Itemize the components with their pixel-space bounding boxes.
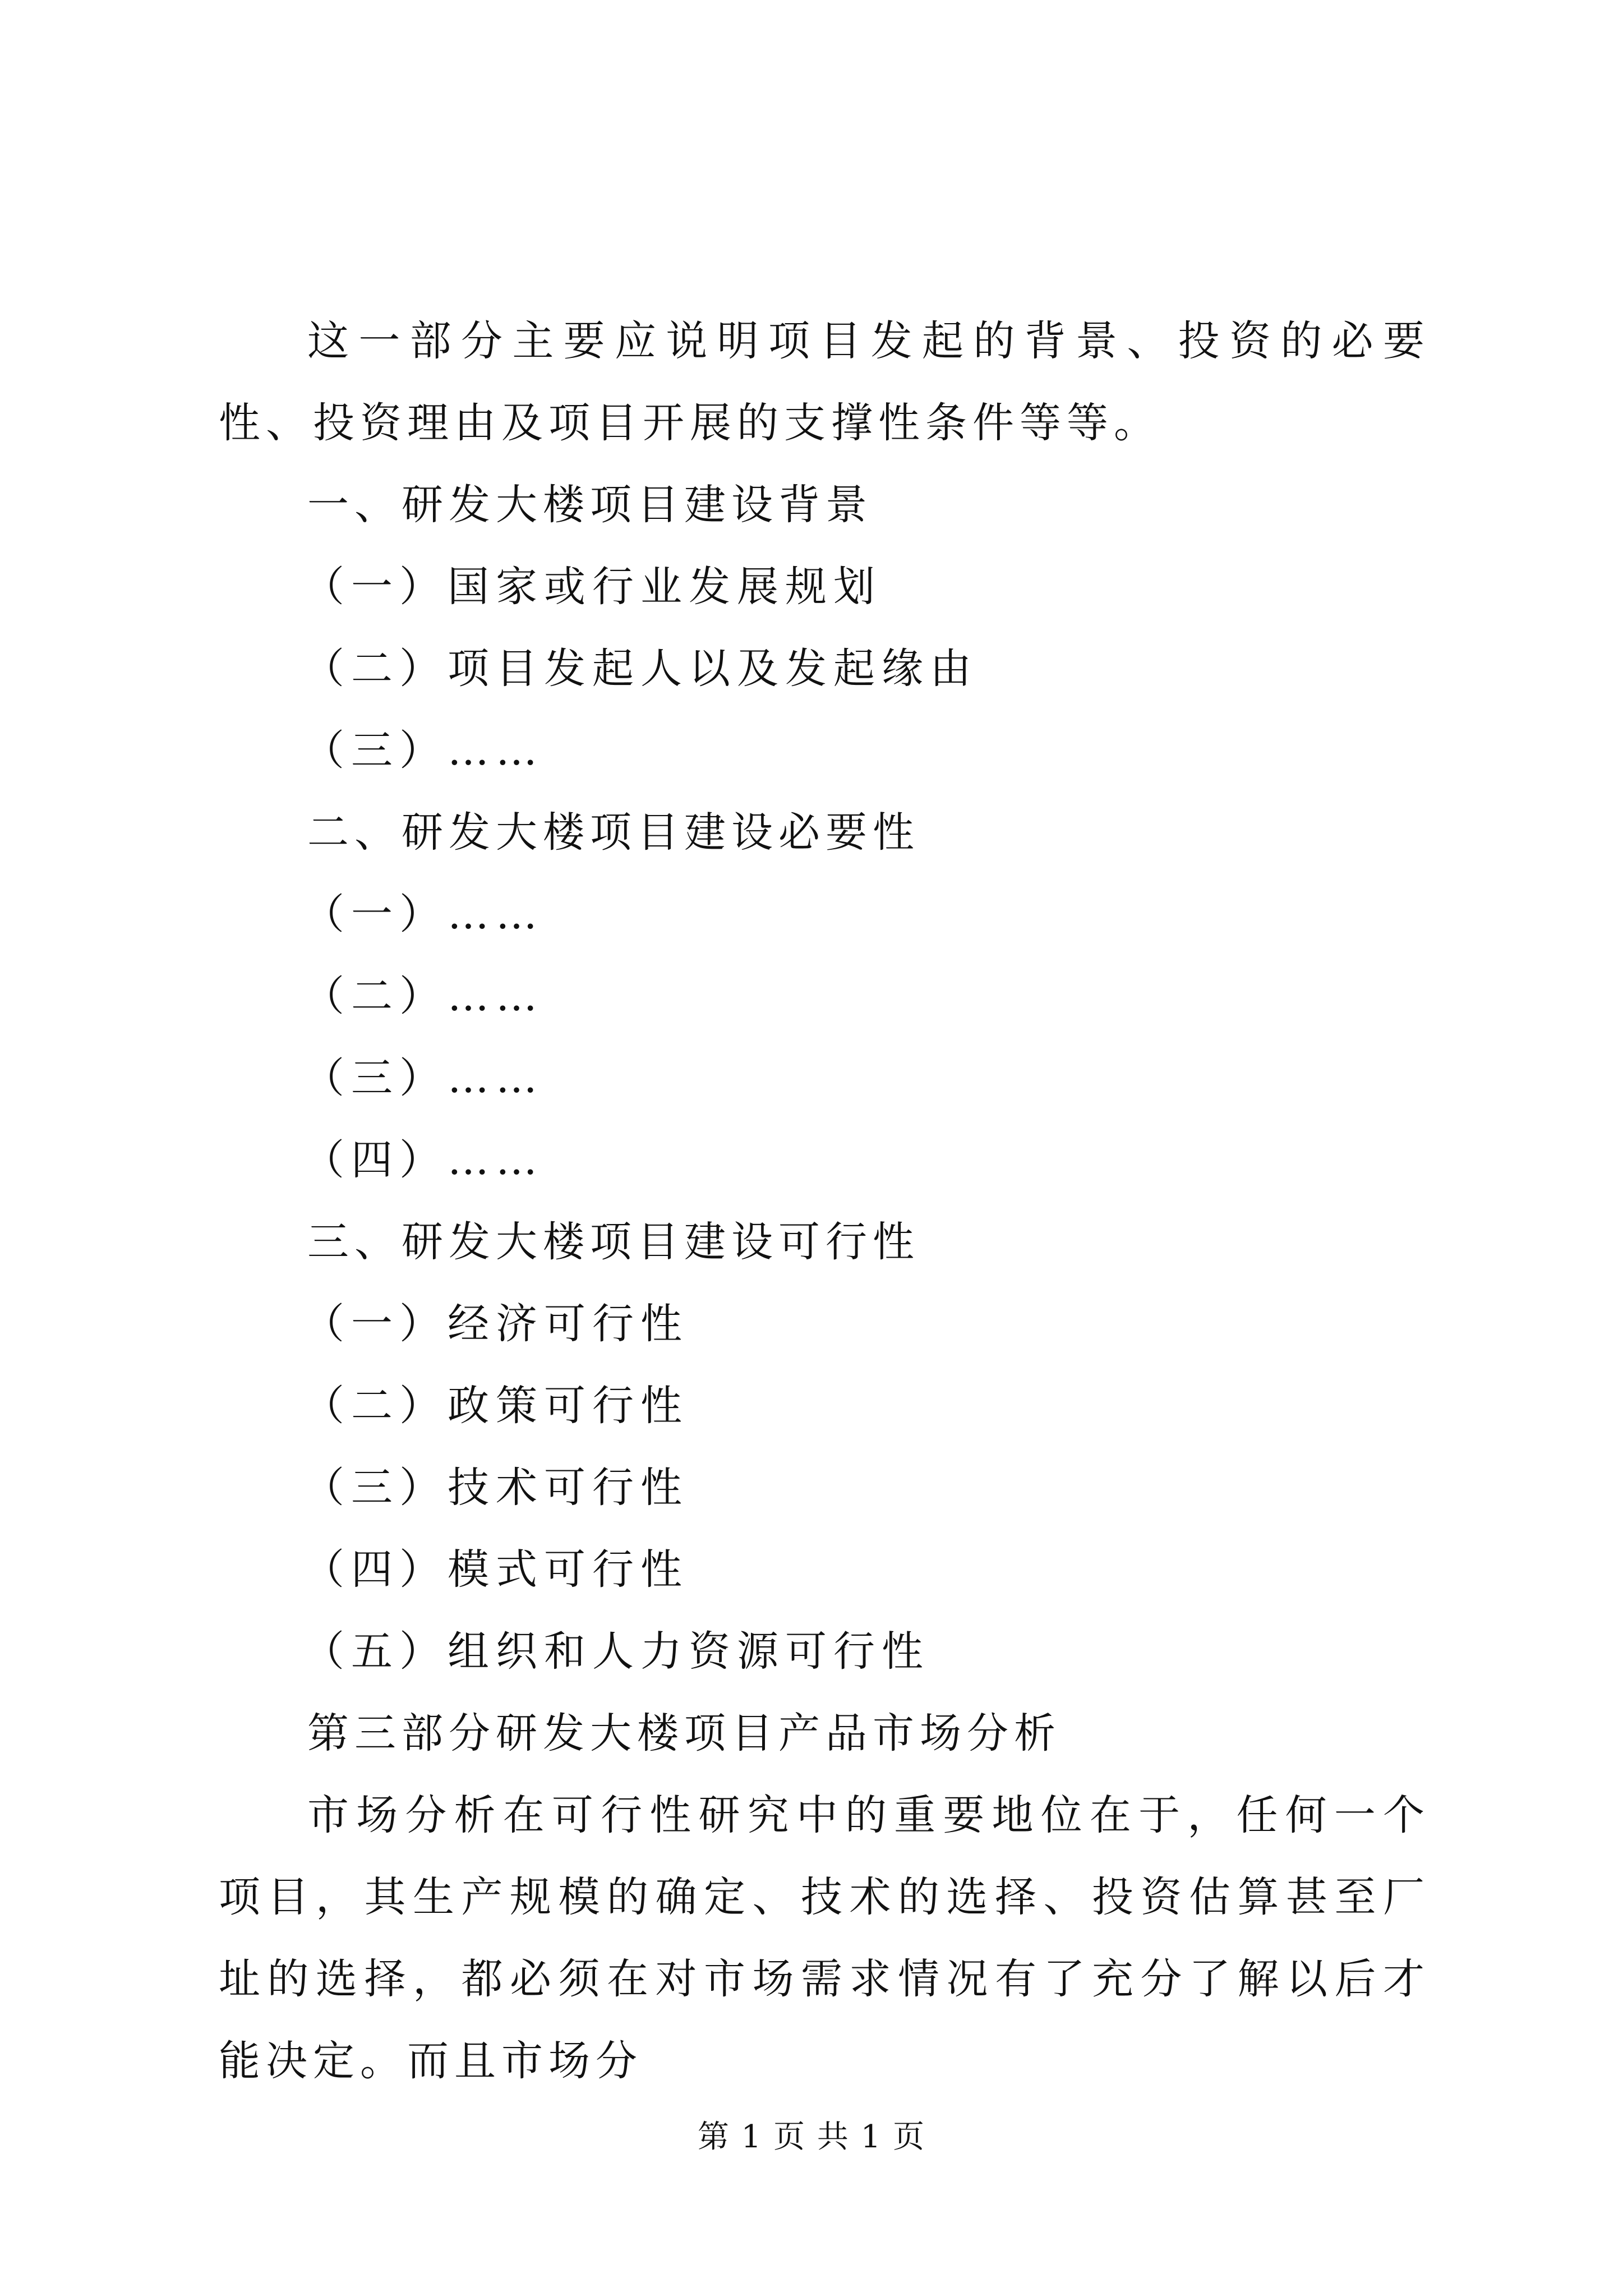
section-3-item: （四）模式可行性 — [303, 1545, 689, 1594]
section-2-item: （四）…… — [303, 1136, 544, 1184]
section-2-heading: 二、研发大楼项目建设必要性 — [307, 808, 920, 857]
section-3-item: （二）政策可行性 — [303, 1382, 689, 1430]
section-3-item: （五）组织和人力资源可行性 — [303, 1627, 930, 1676]
section-2-item: （三）…… — [303, 1054, 544, 1102]
market-paragraph: 市场分析在可行性研究中的重要地位在于，任何一个项目，其生产规模的确定、技术的选择、投资估算甚至厂址的选择，都必须在对市场需求情况有了充分了解以后才能决定。而且市场分 — [219, 1791, 1430, 2085]
section-3-heading: 三、研发大楼项目建设可行性 — [307, 1218, 920, 1266]
section-1-heading: 一、研发大楼项目建设背景 — [307, 481, 873, 529]
section-1-item: （三）…… — [303, 726, 544, 775]
section-1-item: （二）项目发起人以及发起缘由 — [303, 645, 978, 693]
document-body — [219, 300, 1430, 2102]
page-footer: 第 1 页 共 1 页 — [697, 2119, 926, 2155]
section-3-item: （三）技术可行性 — [303, 1464, 689, 1512]
section-1-item: （一）国家或行业发展规划 — [303, 563, 882, 611]
section-2-item: （二）…… — [303, 972, 544, 1020]
intro-paragraph: 这一部分主要应说明项目发起的背景、投资的必要性、投资理由及项目开展的支撑性条件等等。 — [219, 317, 1430, 447]
part-3-heading: 第三部分研发大楼项目产品市场分析 — [307, 1709, 1061, 1757]
section-3-item: （一）经济可行性 — [303, 1300, 689, 1348]
section-2-item: （一）…… — [303, 890, 544, 938]
